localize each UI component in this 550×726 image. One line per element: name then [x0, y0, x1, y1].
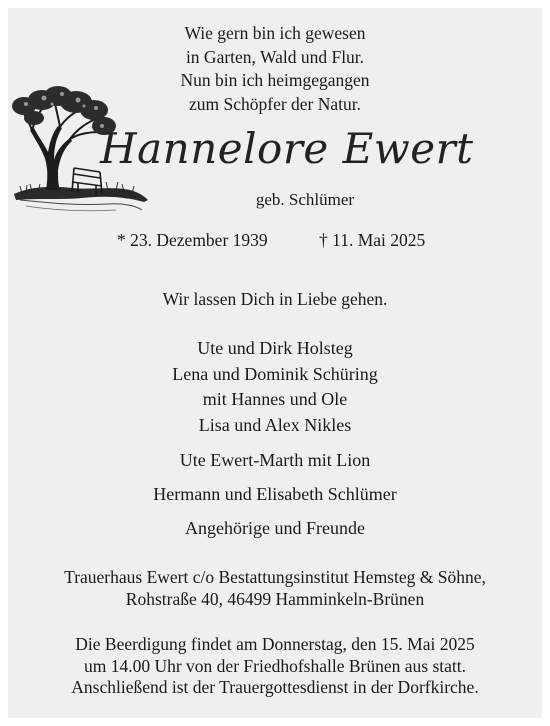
mourner-line: Ute und Dirk Holsteg: [197, 338, 353, 358]
deceased-name: Hannelore Ewert: [100, 124, 474, 173]
mourner-line: mit Hannes und Ole: [202, 389, 348, 409]
address-line: Rohstraße 40, 46499 Hamminkeln-Brünen: [125, 589, 425, 609]
undertaker-address: [0, 566, 550, 610]
mourner-line: Lisa und Alex Nikles: [198, 414, 352, 435]
mourners-group-1: [0, 336, 550, 438]
birth-date: * 23. Dezember 1939: [117, 230, 268, 250]
funeral-line: Anschließend ist der Trauergottesdienst in der Dorfkirche.: [71, 677, 479, 697]
poem-line: Wie gern bin ich gewesen: [184, 23, 366, 43]
funeral-line: Die Beerdigung findet am Donnerstag, den 15. Mai 2025: [75, 634, 475, 654]
farewell-line: Wir lassen Dich in Liebe gehen.: [162, 289, 388, 309]
mourners-group-3: Hermann und Elisabeth Schlümer: [153, 484, 397, 504]
mourners-group-2: Ute Ewert-Marth mit Lion: [179, 450, 371, 470]
funeral-notice: [0, 634, 550, 699]
funeral-line: um 14.00 Uhr von der Friedhofshalle Brünen aus statt.: [83, 655, 467, 676]
poem-line: zum Schöpfer der Natur.: [188, 93, 362, 114]
mourner-line: Lena und Dominik Schüring: [172, 363, 378, 384]
address-line: Trauerhaus Ewert c/o Bestattungsinstitut Hemsteg & Söhne,: [64, 567, 486, 587]
poem-line: in Garten, Wald und Flur.: [185, 46, 365, 67]
poem-line: Nun bin ich heimgegangen: [180, 70, 370, 90]
death-date: † 11. Mai 2025: [319, 230, 426, 250]
birth-name: geb. Schlümer: [255, 190, 355, 209]
poem: [0, 22, 550, 116]
mourners-group-4: Angehörige und Freunde: [185, 518, 365, 538]
